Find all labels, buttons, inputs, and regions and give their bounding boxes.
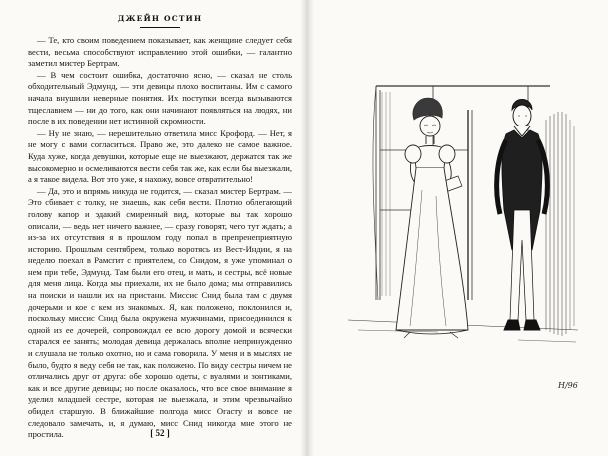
paragraph: — Да, это и впрямь никуда не годится, — сказал мистер Бертрам. — Это сбивает с толку, не знаешь, как себя вести. Плотно облегающий голову капор и эдакий смиренный вид, которые вы так хорошо описали, — ведь нет ничего важнее, — сразу говорят, чего тут ждать; а из-за их отсутствия я в прошлом году попал в препренеприятную историю. Прошлым сентябрем, только воротясь из Вест-Индии, я на неделю поехал в Рамсгит с приятелем, со Снидом, я уже упоминал о нем при тебе, Эдмунд. Там были его отец, и мать, и сестры, всё новые для меня лица. Когда мы приехали, их не было дома; мы отправились на поиски и нашли их на пристани. Миссис Снид была там с двумя дочерьми и кое с кем из знакомых. Я, как положено, поклонился и, поскольку миссис Снид была окружена мужчинами, присоединился к одной из ее дочерей, сопровождал ее всю дорогу домой и всячески старался ее занять; молодая девица держалась вполне непринужденно и слушала не только охотно, но и сама говорила. У меня и в мыслях не было, будто я веду себя не так, как положено. По виду сестры ничем не отличались друг от друга: обе хорошо одеты, с вуалями и зонтиками, как и все другие девицы; но после оказалось, что все свое внимание я уделил младшей сестре, которая не выезжала, и этим чрезвычайно обидел старшую. В ближайшие полгода мисс Огасту и вовсе не следовало замечать, и, я думаю, мисс Снид никогда мне этого не простила.	[28, 185, 292, 440]
page-number: [ 52 ]	[150, 428, 170, 438]
running-header: ДЖЕЙН ОСТИН	[117, 14, 203, 23]
paragraph: — В чем состоит ошибка, достаточно ясно, — сказал не столь обходительный Эдмунд, — эти девицы плохо воспитаны. Им с самого начала внушили неверные понятия. Их поступки всегда вызываются тщеславием — ни до того, как они начинают появляться на людях, ни после в их поведении нет истинной скромности.	[28, 69, 292, 127]
paragraph: — Те, кто своим поведением показывает, как женщине следует себя вести, весьма способствуют исправлению этой ошибки, — галантно заметил мистер Бертрам.	[28, 35, 292, 69]
left-page	[28, 10, 292, 450]
book-gutter-shadow	[300, 0, 314, 456]
header-rule	[140, 27, 180, 28]
illustration	[318, 0, 608, 456]
woman-figure	[396, 98, 468, 338]
body-text	[28, 35, 292, 441]
illustration-signature: H/96	[558, 381, 578, 390]
man-figure	[497, 100, 548, 331]
right-page	[318, 0, 608, 456]
paragraph: — Ну не знаю, — нерешительно ответила мисс Крофорд. — Нет, я не могу с вами согласиться. Право же, это далеко не самое важное. Куда хуже, когда девушки, которые еще не выезжают, держатся так же высокомерно и осмеливаются вести себя так же, как если бы выезжали, а я такое видела. Вот это уже, я нахожу, вовсе отвратительно!	[28, 127, 292, 185]
